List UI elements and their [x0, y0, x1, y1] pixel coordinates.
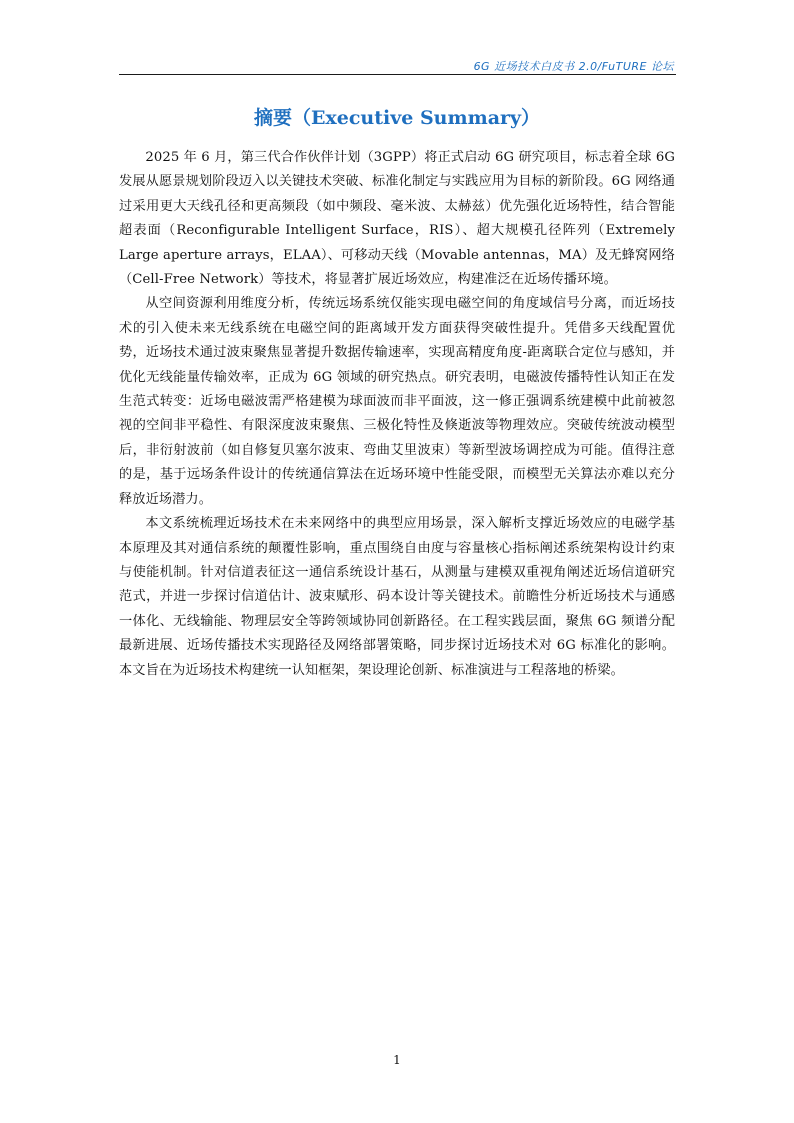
running-header-title: 6G 近场技术白皮书 2.0/FuTURE 论坛: [473, 60, 674, 73]
summary-body: [119, 146, 675, 683]
page-number: 1: [393, 1053, 401, 1067]
summary-paragraph-3: 本文系统梳理近场技术在未来网络中的典型应用场景，深入解析支撑近场效应的电磁学基本原理及其对通信系统的颠覆性影响，重点围绕自由度与容量核心指标阐述系统架构设计约束与使能机制。针对信道表征这一通信系统设计基石，从测量与建模双重视角阐述近场信道研究范式，并进一步探讨信道估计、波束赋形、码本设计等关键技术。前瞻性分析近场技术与通感一体化、无线输能、物理层安全等跨领域协同创新路径。在工程实践层面，聚焦 6G 频谱分配最新进展、近场传播技术实现路径及网络部署策略，同步探讨近场技术对 6G 标准化的影响。本文旨在为近场技术构建统一认知框架，架设理论创新、标准演进与工程落地的桥梁。: [119, 516, 675, 678]
running-header: [119, 52, 676, 75]
summary-paragraph-1: 2025 年 6 月，第三代合作伙伴计划（3GPP）将正式启动 6G 研究项目，标志着全球 6G 发展从愿景规划阶段迈入以关键技术突破、标准化制定与实践应用为目标的新阶段。6G 网络通过采用更大天线孔径和更高频段（如中频段、毫米波、太赫兹）优先强化近场特性，结合智能超表面（Reconfigurable Intelligent Surface，RIS）、超大规模孔径阵列（Extremely Large aperture arrays，ELAA）、可移动天线（Movable antennas，MA）及无蜂窝网络（Cell-Free Network）等技术，将显著扩展近场效应，构建准泛在近场传播环境。: [119, 150, 675, 288]
section-title: 摘要（Executive Summary）: [253, 107, 541, 129]
summary-paragraph-2: 从空间资源利用维度分析，传统远场系统仅能实现电磁空间的角度域信号分离，而近场技术的引入使未来无线系统在电磁空间的距离域开发方面获得突破性提升。凭借多天线配置优势，近场技术通过波束聚焦显著提升数据传输速率，实现高精度角度-距离联合定位与感知，并优化无线能量传输效率，正成为 6G 领域的研究热点。研究表明，电磁波传播特性认知正在发生范式转变：近场电磁波需严格建模为球面波而非平面波，这一修正强调系统建模中此前被忽视的空间非平稳性、有限深度波束聚焦、三极化特性及倏逝波等物理效应。突破传统波动模型后，非衍射波前（如自修复贝塞尔波束、弯曲艾里波束）等新型波场调控成为可能。值得注意的是，基于远场条件设计的传统通信算法在近场环境中性能受限，而模型无关算法亦难以充分释放近场潜力。: [119, 296, 675, 507]
